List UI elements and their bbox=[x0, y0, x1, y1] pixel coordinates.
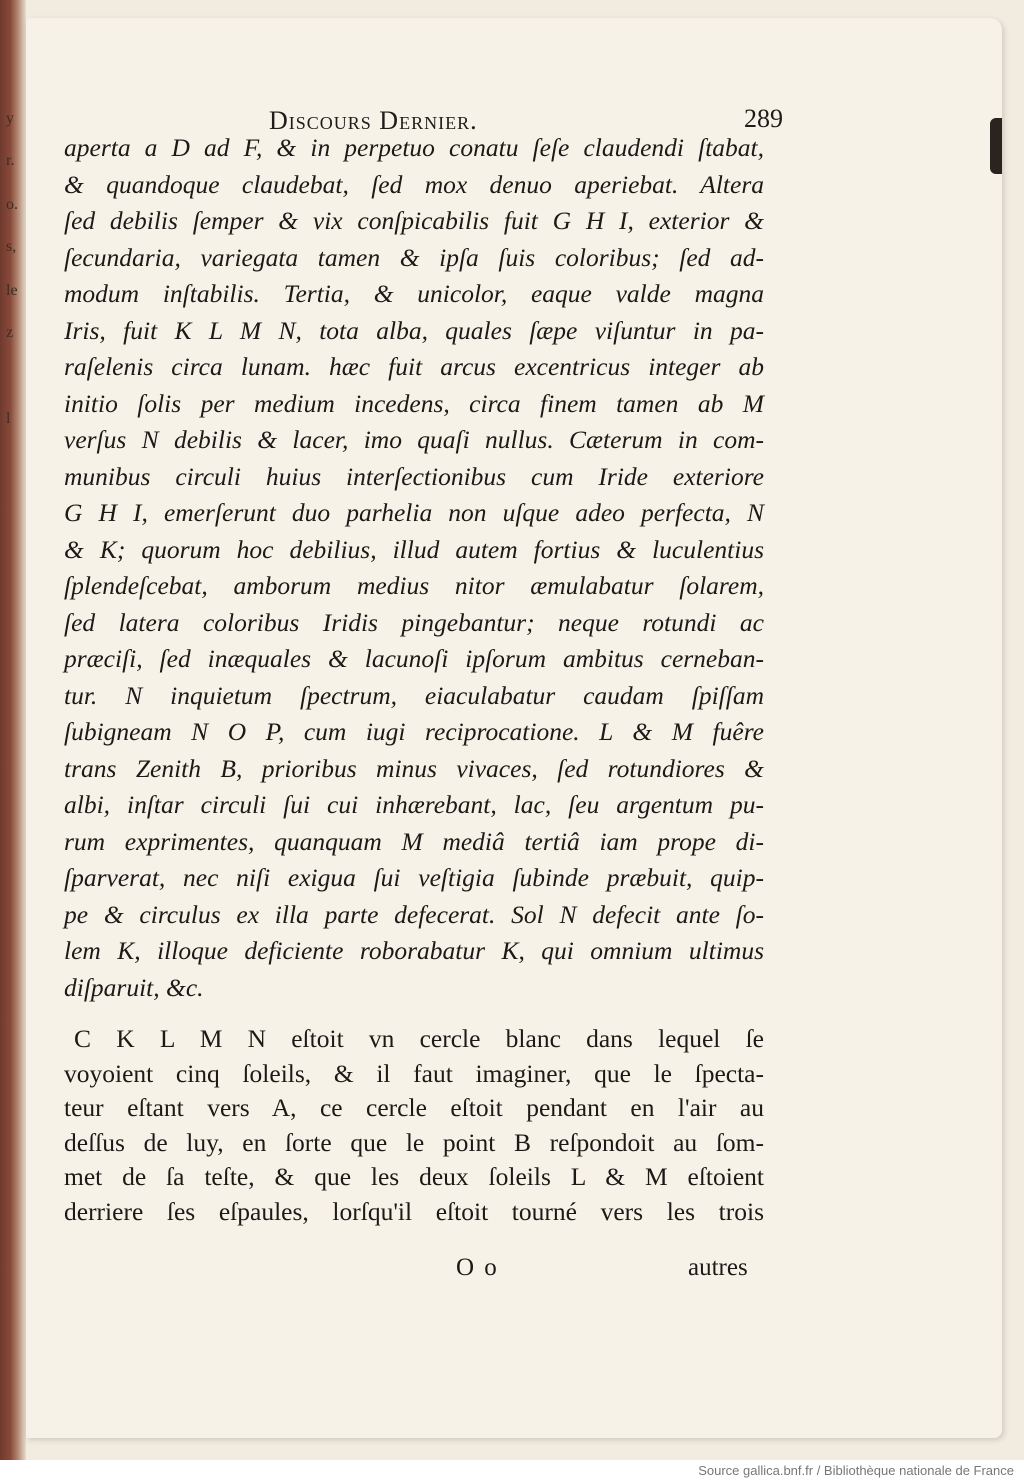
text-line: G H I, emerſerunt duo parhelia non uſque adeo perfecta, N bbox=[64, 498, 764, 527]
facing-page-fragment: l bbox=[6, 410, 11, 427]
text-line: C K L M N eſtoit vn cercle blanc dans lequel ſe bbox=[74, 1024, 764, 1053]
text-line: derriere ſes eſpaules, lorſqu'il eſtoit tourné vers les trois bbox=[64, 1196, 764, 1226]
text-line: deſſus de luy, en ſorte que le point B reſpondoit au ſom- bbox=[64, 1127, 764, 1157]
text-line: ſplendeſcebat, amborum medius nitor æmulabatur ſolarem, bbox=[64, 571, 764, 600]
text-line: verſus N debilis & lacer, imo quaſi nullus. Cæterum in com- bbox=[64, 425, 764, 454]
text-line: modum inſtabilis. Tertia, & unicolor, eaque valde magna bbox=[64, 279, 764, 308]
text-line: albi, inſtar circuli ſui cui inhærebant, lac, ſeu argentum pu- bbox=[64, 790, 764, 819]
running-head: Discours Dernier. bbox=[269, 106, 478, 135]
ink-smudge bbox=[990, 118, 1002, 174]
latin-passage bbox=[64, 130, 764, 1006]
text-line: ſparverat, nec niſi exigua ſui veſtigia ſubinde præbuit, quip- bbox=[64, 863, 764, 892]
text-line: ſubigneam N O P, cum iugi reciprocatione. L & M fuêre bbox=[64, 717, 764, 746]
text-line: munibus circuli huius interſectionibus cum Iride exteriore bbox=[64, 461, 764, 491]
text-line: præciſi, ſed inæquales & lacunoſi ipſorum ambitus cerneban- bbox=[64, 644, 764, 673]
text-line: diſparuit, &c. bbox=[64, 972, 204, 1002]
text-line: ſed debilis ſemper & vix conſpicabilis fuit G H I, exterior & bbox=[64, 206, 764, 235]
french-passage bbox=[64, 1022, 764, 1229]
catchword: autres bbox=[688, 1254, 748, 1281]
text-line: lem K, illoque deficiente roborabatur K, qui omnium ultimus bbox=[64, 936, 764, 965]
text-line: Iris, fuit K L M N, tota alba, quales ſæpe viſuntur in pa- bbox=[64, 315, 764, 345]
facing-page-edge bbox=[2, 110, 22, 1210]
text-line: trans Zenith B, prioribus minus vivaces, ſed rotundiores & bbox=[64, 753, 764, 783]
text-line: pe & circulus ex illa parte defecerat. Sol N defecit ante ſo- bbox=[64, 899, 764, 929]
text-line: initio ſolis per medium incedens, circa finem tamen ab M bbox=[64, 388, 764, 418]
source-credit: Source gallica.bnf.fr / Bibliothèque nationale de France bbox=[698, 1463, 1014, 1478]
text-line: ſecundaria, variegata tamen & ipſa ſuis coloribus; ſed ad- bbox=[64, 242, 764, 272]
facing-page-fragment: y bbox=[6, 110, 14, 127]
text-line: & quandoque claudebat, ſed mox denuo aperiebat. Altera bbox=[64, 169, 764, 199]
page-number: 289 bbox=[744, 104, 783, 133]
text-line: aperta a D ad F, & in perpetuo conatu ſeſe claudendi ſtabat, bbox=[64, 133, 764, 162]
text-line: voyoient cinq ſoleils, & il faut imaginer, que le ſpecta- bbox=[64, 1058, 764, 1088]
text-line: ſed latera coloribus Iridis pingebantur; neque rotundi ac bbox=[64, 607, 764, 637]
text-line: raſelenis circa lunam. hæc fuit arcus excentricus integer ab bbox=[64, 352, 764, 381]
facing-page-fragment: r. bbox=[6, 152, 15, 169]
facing-page-fragment: le bbox=[6, 282, 18, 299]
text-line: & K; quorum hoc debilius, illud autem fortius & luculentius bbox=[64, 534, 764, 564]
facing-page-fragment: z bbox=[6, 324, 14, 341]
text-line: tur. N inquietum ſpectrum, eiaculabatur caudam ſpiſſam bbox=[64, 680, 764, 710]
signature-mark: O o bbox=[456, 1254, 499, 1281]
text-line: rum exprimentes, quanquam M mediâ tertiâ iam prope di- bbox=[64, 826, 764, 856]
text-line: teur eſtant vers A, ce cercle eſtoit pendant en l'air au bbox=[64, 1093, 764, 1122]
text-line: met de ſa teſte, & que les deux ſoleils L & M eſtoient bbox=[64, 1162, 764, 1191]
facing-page-fragment: s, bbox=[6, 238, 17, 255]
facing-page-fragment: o. bbox=[6, 196, 18, 213]
